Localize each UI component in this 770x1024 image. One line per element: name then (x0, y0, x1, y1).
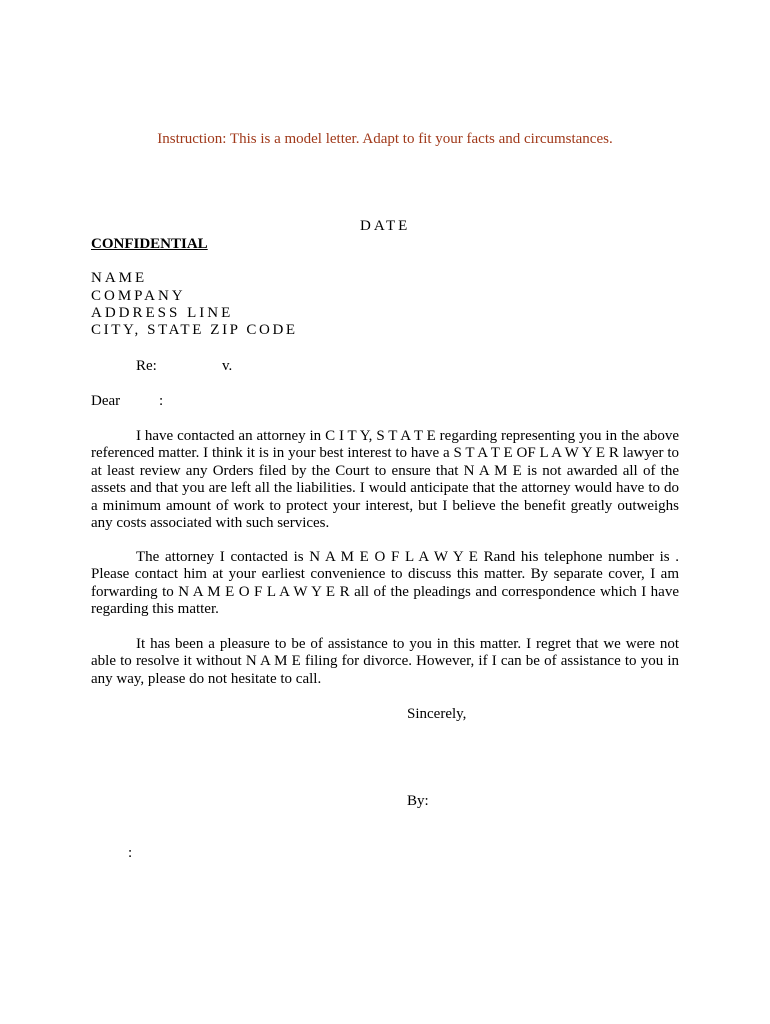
salutation-colon: : (159, 393, 164, 409)
letter-date: DATE (360, 218, 411, 234)
re-label: Re: (136, 358, 157, 374)
body-paragraph-2: The attorney I contacted is N A M E O F L A W Y E Rand his telephone number is . Please contact him at your earliest convenience to discuss this matter. By separate cover, I am forwarding to N A M E O F L A W Y E R all of the pleadings and correspondence which I have regarding this matter. (91, 549, 679, 618)
signature-by-label: By: (407, 793, 429, 809)
recipient-company: COMPANY (91, 288, 186, 304)
confidential-heading: CONFIDENTIAL (91, 236, 208, 252)
recipient-address: ADDRESS LINE (91, 305, 234, 321)
body-paragraph-3: It has been a pleasure to be of assistance to you in this matter. I regret that we were not able to resolve it without N A M E filing for divorce. However, if I can be of assistance to you in any way, please do not hesitate to call. (91, 636, 680, 687)
city-state-placeholder: C I T Y, S T A T E (325, 428, 436, 444)
footer-colon: : (128, 845, 133, 861)
re-versus: v. (222, 358, 233, 374)
lawyer-name-placeholder-2: N A M E O F L A W Y E R (178, 583, 350, 600)
recipient-city-state-zip: CITY, STATE ZIP CODE (91, 322, 298, 338)
state-lawyer-placeholder: S T A T E OF L A W Y E R (453, 445, 619, 462)
salutation-label: Dear (91, 393, 121, 409)
closing-sincerely: Sincerely, (407, 706, 467, 722)
recipient-name: NAME (91, 270, 148, 286)
body-paragraph-1: I have contacted an attorney in C I T Y, S T A T E regarding representing you in the above referenced matter. I think it is in your best interest to have a S T A T E OF L A W Y E R lawyer to at least review any Orders filed by the Court to ensure that N A M E is not awarded all of the assets and that you are left all the liabilities. I would anticipate that the attorney would have to do a minimum amount of work to protect your interest, but I believe the benefit greatly outweighs any costs associated with such services. (91, 428, 680, 532)
instruction-note: Instruction: This is a model letter. Adapt to fit your facts and circumstances. (157, 131, 613, 147)
name-placeholder: N A M E (463, 462, 522, 479)
lawyer-name-placeholder: N A M E O F L A W Y E R (309, 549, 494, 565)
name-placeholder-2: N A M E (245, 653, 301, 670)
